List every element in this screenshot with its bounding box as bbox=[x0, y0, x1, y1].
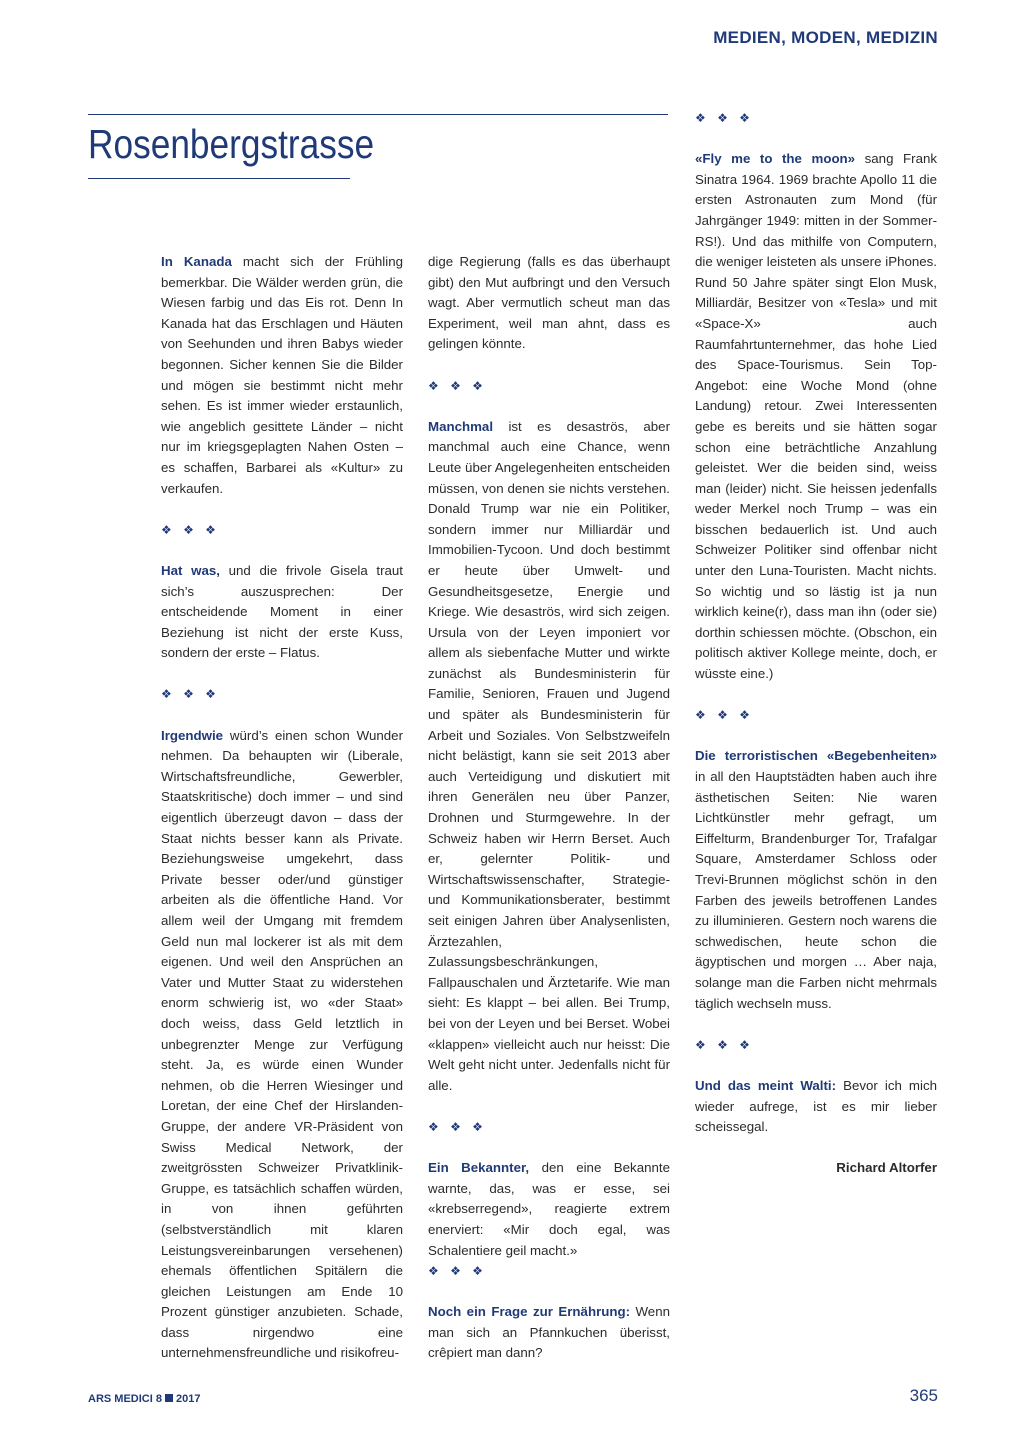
paragraph-text: Wenn man sich an Pfannkuchen überisst, crêpiert man dann? bbox=[428, 1304, 670, 1361]
paragraph bbox=[428, 252, 670, 355]
paragraph bbox=[695, 1076, 937, 1138]
paragraph-text: ist es desaströs, aber manchmal auch eine Chance, wenn Leute über Angelegenheiten entscheiden müssen, von denen sie nichts verstehen. Donald Trump war nie ein Politiker, sondern immer nur Milliardär und Immobilien-Tycoon. Und doch bestimmt er heute über Umwelt- und Gesundheitsgesetze, Energie und Kriege. Wie desaströs, wird sich zeigen. Ursula von der Leyen imponiert vor allem als siebenfache Mutter und wirkte zunächst als Bundesministerin für Familie, Senioren, Frauen und Jugend und später als Bundesministerin für Arbeit und Soziales. Von Selbstzweifeln nicht belästigt, kann sie seit 2013 aber auch Verteidigung und diskutiert mit ihren Generälen neu über Panzer, Drohnen und Sturmgewehre. In der Schweiz haben wir Herrn Berset. Auch er, gelernter Politik- und Wirtschaftswissenschafter, Strategie- und Kommunikationsberater, bestimmt seit einigen Jahren über Analysenlisten, Ärztezahlen, Zulassungsbeschränkungen, Fallpauschalen und Ärztetarife. Wie man sieht: Es klappt – bei allen. Bei Trump, bei von der Leyen und bei Berset. Wobei «klappen» vielleicht auch nur heisst: Die Welt geht nicht unter. Jedenfalls nicht für alle. bbox=[428, 418, 670, 1093]
paragraph-lead: Irgendwie bbox=[161, 727, 224, 743]
paragraph bbox=[428, 417, 670, 1097]
paragraph-text: und die frivole Gisela traut sich’s auszusprechen: Der entscheidende Moment in einer Beziehung ist nicht der erste Kuss, sondern der erste – Flatus. bbox=[161, 562, 404, 661]
paragraph-lead: «Fly me to the moon» bbox=[695, 151, 856, 167]
headline-rule-under bbox=[88, 178, 350, 179]
paragraph-text: macht sich der Frühling bemerkbar. Die Wälder werden grün, die Wiesen farbig und das Eis rot. Denn In Kanada hat das Erschlagen und Häuten von Seehunden und ihren Babys wieder begonnen. Sicher kennen Sie die Bilder und mögen sie bestimmt nicht mehr sehen. Es ist immer wieder erstaunlich, wie angeblich gesittete Länder – nicht nur im kriegsgeplagten Nahen Osten – es schaffen, Barbarei als «Kultur» zu verkaufen. bbox=[161, 254, 403, 496]
paragraph-lead: In Kanada bbox=[161, 254, 232, 269]
journal-year: 2017 bbox=[175, 1393, 201, 1405]
paragraph-lead: Hat was, bbox=[161, 562, 220, 578]
paragraph-text: Bevor ich mich wieder aufrege, ist es mir lieber scheissegal. bbox=[695, 1077, 937, 1135]
text-column-3 bbox=[695, 108, 937, 1179]
paragraph-lead: Noch ein Frage zur Ernährung: bbox=[428, 1304, 631, 1320]
paragraph bbox=[161, 252, 403, 499]
paragraph-text: würd’s einen schon Wunder nehmen. Da behaupten wir (Liberale, Wirtschaftsfreundliche, Gewerbler, Staatskritische) doch immer – und sind eigentlich überzeugt davon – dass der Staat nichts besser kann als Private. Beziehungsweise umgekehrt, dass Private besser oder/und günstiger arbeiten als die öffentliche Hand. Vor allem weil der Umgang mit fremdem Geld nun mal lockerer ist als mit dem eigenen. Und weil den Ansprüchen an Vater und Mutter Staat zu widerstehen enorm schwierig ist, wo «der Staat» doch weiss, dass Geld letztlich in unbegrenzter Menge zur Verfügung steht. Ja, es würde einen Wunder nehmen, ob die Herren Wiesinger und Loretan, der eine Chef der Hirslanden-Gruppe, der andere VR-Präsident von Swiss Medical Network, der zweitgrössten Schweizer Privatklinik-Gruppe, es tatsächlich schaffen würden, in von ihnen geführten (selbstverständlich mit klaren Leistungsvereinbarungen versehenen) ehemals öffentlichen Spitälern die gleichen Leistungen am Ende 10 Prozent günstiger anzubieten. Schade, dass nirgendwo eine unternehmensfreundliche und risikofreu- bbox=[161, 727, 403, 1361]
page-number: 365 bbox=[909, 1386, 938, 1405]
author-signature: Richard Altorfer bbox=[836, 1160, 937, 1176]
paragraph bbox=[695, 746, 937, 1014]
square-separator-icon bbox=[165, 1394, 173, 1402]
ornament-divider: ❖ ❖ ❖ bbox=[428, 378, 487, 393]
ornament-divider: ❖ ❖ ❖ bbox=[428, 1264, 487, 1279]
section-title: MEDIEN, MODEN, MEDIZIN bbox=[713, 28, 938, 47]
ornament-divider: ❖ ❖ ❖ bbox=[428, 1119, 487, 1134]
journal-name: ARS MEDICI 8 bbox=[88, 1393, 162, 1405]
page-title: Rosenbergstrasse bbox=[88, 121, 375, 167]
footer-journal bbox=[88, 1393, 200, 1405]
text-column-2 bbox=[428, 252, 670, 1364]
text-column-1 bbox=[161, 252, 403, 1364]
ornament-divider: ❖ ❖ ❖ bbox=[695, 1037, 754, 1052]
paragraph-text: dige Regierung (falls es das überhaupt gibt) den Mut aufbringt und den Versuch wagt. Aber vermutlich scheut man das Experiment, weil man ahnt, dass es gelingen könnte. bbox=[428, 254, 670, 352]
ornament-divider: ❖ ❖ ❖ bbox=[161, 522, 220, 537]
paragraph-lead: Die terroristischen «Begebenheiten» bbox=[695, 748, 937, 764]
paragraph bbox=[428, 1158, 670, 1261]
paragraph bbox=[161, 561, 403, 664]
paragraph-lead: Und das meint Walti: bbox=[695, 1077, 837, 1093]
paragraph bbox=[161, 726, 403, 1364]
paragraph-text: den eine Bekannte warnte, das, was er esse, sei «krebserregend», reagierte extrem enerviert: «Mir doch egal, was Schalentiere geil macht.» bbox=[428, 1160, 670, 1258]
paragraph-text: in all den Hauptstädten haben auch ihre ästhetischen Seiten: Nie waren Lichtkünstler mehr gefragt, um Eiffelturm, Brandenburger Tor, Trafalgar Square, Amsterdamer Schloss oder Trevi-Brunnen möglichst schön in den Farben des jeweils betroffenen Landes zu illuminieren. Gestern noch warens die schwedischen, heute schon die ägyptischen und morgen … Aber naja, solange man die Farben nicht mehrmals täglich wechseln muss. bbox=[695, 769, 937, 1011]
paragraph-lead: Ein Bekannter, bbox=[428, 1160, 530, 1176]
headline-rule-top bbox=[88, 114, 668, 115]
paragraph bbox=[428, 1302, 670, 1364]
ornament-divider: ❖ ❖ ❖ bbox=[695, 111, 754, 125]
paragraph-text: sang Frank Sinatra 1964. 1969 brachte Apollo 11 die ersten Astronauten zum Mond (für Jahrgänger 1949: mitten in der Sommer-RS!). Und das mithilfe von Computern, die weniger leisteten als unsere iPhones. Rund 50 Jahre später singt Elon Musk, Milliardär, Besitzer von «Tesla» und mit «Space-X» auch Raumfahrtunternehmer, das hohe Lied des Space-Tourismus. Sein Top-Angebot: eine Woche Mond (ohne Landung) retour. Zwei Interessenten gebe es bereits und sie hätten sogar schon eine beträchtliche Anzahlung geleistet. Wer die beiden sind, weiss man (leider) nicht. Sie heissen jedenfalls weder Merkel noch Trump – was ein bisschen bedauerlich ist. Und auch Schweizer Politiker sind offenbar nicht unter den Luna-Touristen. Macht nichts. So wichtig und so lästig ist ja nun wirklich keine(r), dass man ihn (oder sie) dorthin schiessen möchte. (Obschon, ein politisch aktiver Kollege meinte, doch, er wüsste eine.) bbox=[695, 151, 938, 682]
ornament-divider: ❖ ❖ ❖ bbox=[161, 687, 220, 702]
ornament-divider: ❖ ❖ ❖ bbox=[695, 708, 754, 723]
paragraph bbox=[695, 149, 937, 684]
paragraph-lead: Manchmal bbox=[428, 418, 494, 434]
